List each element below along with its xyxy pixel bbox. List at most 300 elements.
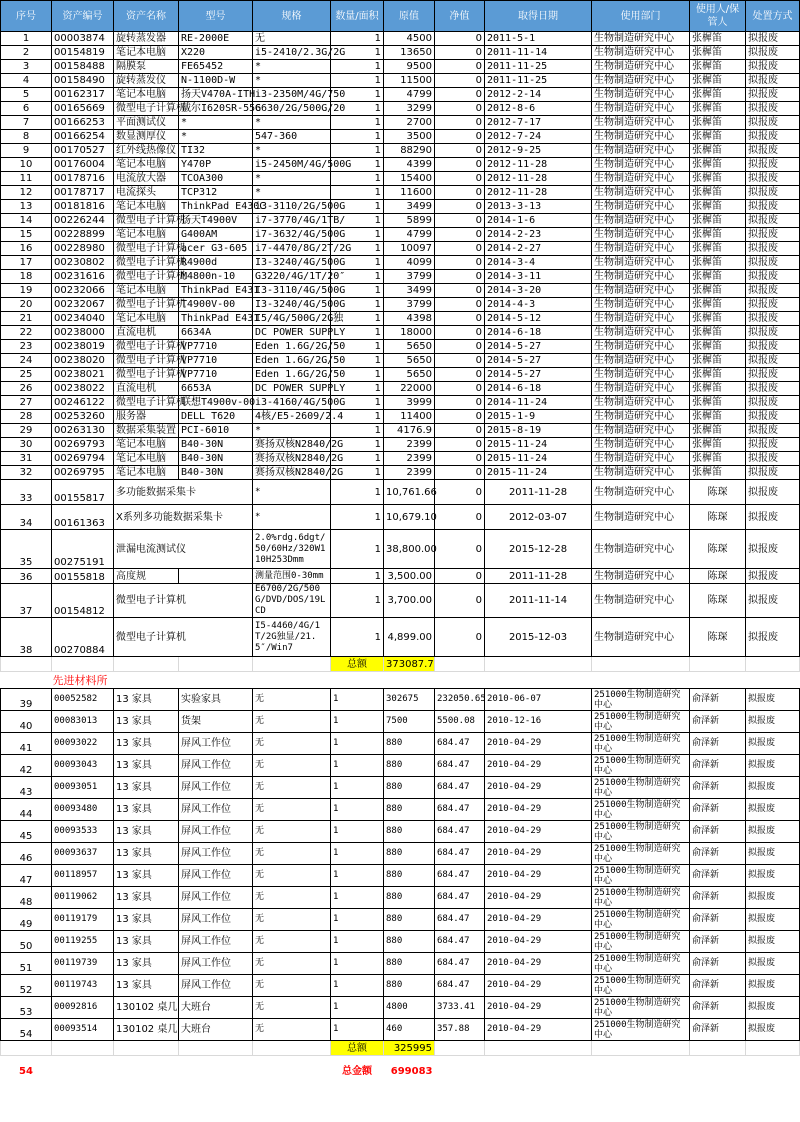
cell-custodian: 张樨笛 — [690, 200, 746, 214]
cell-acquired-date: 2012-11-28 — [485, 186, 592, 200]
cell-asset-id: 00234040 — [52, 312, 114, 326]
empty-cell — [179, 657, 253, 672]
cell-asset-name: X系列多功能数据采集卡 — [114, 505, 253, 530]
cell-original-value: 5650 — [384, 354, 435, 368]
empty-cell — [435, 1041, 485, 1056]
cell-custodian: 张樨笛 — [690, 382, 746, 396]
table-row — [1, 733, 800, 755]
empty-cell — [52, 1064, 114, 1078]
cell-model: TCP312 — [179, 186, 253, 200]
cell-net-value: 684.47 — [435, 733, 485, 755]
cell-net-value: 684.47 — [435, 975, 485, 997]
cell-asset-id: 00093022 — [52, 733, 114, 755]
cell-model: 联想T4900v-00 — [179, 396, 253, 410]
cell-asset-id: 00119255 — [52, 931, 114, 953]
cell-spec: * — [253, 60, 331, 74]
cell-asset-id: 00275191 — [52, 530, 114, 569]
cell-original-value: 880 — [384, 777, 435, 799]
cell-department: 251000生物制造研究中心 — [592, 953, 690, 975]
cell-original-value: 11500 — [384, 74, 435, 88]
empty-cell — [690, 1064, 746, 1078]
table-row — [1, 116, 800, 130]
cell-net-value: 0 — [435, 46, 485, 60]
cell-quantity: 1 — [331, 60, 384, 74]
cell-model: 戴尔I620SR-556 — [179, 102, 253, 116]
cell-model: B40-30N — [179, 452, 253, 466]
cell-model: VP7710 — [179, 354, 253, 368]
cell-model: * — [179, 116, 253, 130]
cell-spec: 547-360 — [253, 130, 331, 144]
cell-custodian: 张樨笛 — [690, 396, 746, 410]
cell-asset-id: 00246122 — [52, 396, 114, 410]
table-row — [1, 102, 800, 116]
cell-seq: 5 — [1, 88, 52, 102]
cell-custodian: 俞泽新 — [690, 733, 746, 755]
empty-cell — [435, 657, 485, 672]
empty-cell — [592, 1041, 690, 1056]
cell-original-value: 880 — [384, 909, 435, 931]
cell-spec: I3-3240/4G/500G — [253, 298, 331, 312]
cell-asset-name: 13 家具 — [114, 799, 179, 821]
cell-net-value: 0 — [435, 368, 485, 382]
cell-disposal: 拟报废 — [746, 74, 800, 88]
cell-asset-name: 13 家具 — [114, 755, 179, 777]
cell-seq: 13 — [1, 200, 52, 214]
cell-disposal: 拟报废 — [746, 997, 800, 1019]
cell-disposal: 拟报废 — [746, 284, 800, 298]
cell-model: FE65452 — [179, 60, 253, 74]
cell-spec: * — [253, 116, 331, 130]
table-row — [1, 172, 800, 186]
cell-net-value: 0 — [435, 60, 485, 74]
table-row — [1, 32, 800, 46]
cell-disposal: 拟报废 — [746, 909, 800, 931]
cell-acquired-date: 2010-04-29 — [485, 799, 592, 821]
cell-asset-id: 00003874 — [52, 32, 114, 46]
cell-asset-name: 微型电子计算机 — [114, 618, 253, 657]
cell-asset-name: 笔记本电脑 — [114, 452, 179, 466]
cell-asset-name: 微型电子计算机 — [114, 584, 253, 618]
cell-net-value: 0 — [435, 172, 485, 186]
cell-disposal: 拟报废 — [746, 618, 800, 657]
cell-seq: 19 — [1, 284, 52, 298]
cell-quantity: 1 — [331, 466, 384, 480]
cell-asset-id: 00093043 — [52, 755, 114, 777]
cell-quantity: 1 — [331, 505, 384, 530]
cell-asset-id: 00166254 — [52, 130, 114, 144]
table-row — [1, 711, 800, 733]
cell-acquired-date: 2010-04-29 — [485, 997, 592, 1019]
cell-seq: 27 — [1, 396, 52, 410]
cell-seq: 50 — [1, 931, 52, 953]
subtotal-label: 总额 — [331, 1041, 384, 1056]
cell-original-value: 880 — [384, 821, 435, 843]
table-row — [1, 312, 800, 326]
cell-quantity: 1 — [331, 200, 384, 214]
cell-original-value: 3499 — [384, 284, 435, 298]
cell-custodian: 陈琛 — [690, 584, 746, 618]
cell-asset-name: 笔记本电脑 — [114, 284, 179, 298]
cell-model: 屏风工作位 — [179, 953, 253, 975]
cell-quantity: 1 — [331, 354, 384, 368]
cell-asset-name: 泄漏电流测试仪 — [114, 530, 253, 569]
cell-original-value: 3999 — [384, 396, 435, 410]
cell-seq: 36 — [1, 569, 52, 584]
cell-spec: 4核/E5-2609/2.4 — [253, 410, 331, 424]
cell-custodian: 张樨笛 — [690, 46, 746, 60]
cell-seq: 51 — [1, 953, 52, 975]
table-row — [1, 60, 800, 74]
cell-department: 251000生物制造研究中心 — [592, 799, 690, 821]
cell-department: 生物制造研究中心 — [592, 410, 690, 424]
table-row — [1, 186, 800, 200]
cell-seq: 45 — [1, 821, 52, 843]
empty-cell — [485, 657, 592, 672]
empty-cell — [179, 1064, 253, 1078]
cell-seq: 47 — [1, 865, 52, 887]
cell-department: 生物制造研究中心 — [592, 228, 690, 242]
cell-asset-id: 00270884 — [52, 618, 114, 657]
cell-acquired-date: 2011-11-25 — [485, 60, 592, 74]
cell-department: 生物制造研究中心 — [592, 270, 690, 284]
cell-acquired-date: 2015-11-24 — [485, 438, 592, 452]
table-row — [1, 689, 800, 711]
cell-asset-id: 00166253 — [52, 116, 114, 130]
cell-disposal: 拟报废 — [746, 312, 800, 326]
cell-disposal: 拟报废 — [746, 186, 800, 200]
cell-custodian: 俞泽新 — [690, 843, 746, 865]
cell-spec: 无 — [253, 865, 331, 887]
cell-asset-name: 笔记本电脑 — [114, 46, 179, 60]
cell-asset-id: 00238022 — [52, 382, 114, 396]
cell-quantity: 1 — [331, 88, 384, 102]
cell-custodian: 张樨笛 — [690, 354, 746, 368]
cell-asset-name: 高度规 — [114, 569, 179, 584]
cell-model: acer G3-605 — [179, 242, 253, 256]
cell-department: 生物制造研究中心 — [592, 298, 690, 312]
cell-seq: 53 — [1, 997, 52, 1019]
cell-disposal: 拟报废 — [746, 466, 800, 480]
cell-asset-name: 微型电子计算机 — [114, 354, 179, 368]
cell-department: 251000生物制造研究中心 — [592, 689, 690, 711]
cell-asset-name: 微型电子计算机 — [114, 368, 179, 382]
cell-asset-id: 00154812 — [52, 584, 114, 618]
cell-model: TCOA300 — [179, 172, 253, 186]
cell-model: 6634A — [179, 326, 253, 340]
cell-quantity: 1 — [331, 242, 384, 256]
cell-department: 生物制造研究中心 — [592, 144, 690, 158]
cell-custodian: 陈琛 — [690, 480, 746, 505]
table-row — [1, 340, 800, 354]
cell-department: 生物制造研究中心 — [592, 242, 690, 256]
cell-acquired-date: 2012-7-17 — [485, 116, 592, 130]
cell-acquired-date: 2012-9-25 — [485, 144, 592, 158]
header-asset-name: 资产名称 — [114, 1, 179, 32]
cell-custodian: 俞泽新 — [690, 953, 746, 975]
header-custodian: 使用人/保管人 — [690, 1, 746, 32]
cell-spec: 无 — [253, 733, 331, 755]
cell-net-value: 0 — [435, 88, 485, 102]
cell-disposal: 拟报废 — [746, 424, 800, 438]
cell-department: 生物制造研究中心 — [592, 130, 690, 144]
cell-disposal: 拟报废 — [746, 382, 800, 396]
table-row — [1, 821, 800, 843]
cell-original-value: 11600 — [384, 186, 435, 200]
cell-spec: 无 — [253, 799, 331, 821]
cell-asset-name: 笔记本电脑 — [114, 228, 179, 242]
cell-department: 生物制造研究中心 — [592, 569, 690, 584]
header-seq: 序号 — [1, 1, 52, 32]
cell-quantity: 1 — [331, 1019, 384, 1041]
cell-asset-id: 00165669 — [52, 102, 114, 116]
cell-disposal: 拟报废 — [746, 733, 800, 755]
cell-asset-name: 直流电机 — [114, 326, 179, 340]
cell-department: 生物制造研究中心 — [592, 530, 690, 569]
cell-acquired-date: 2015-11-24 — [485, 452, 592, 466]
cell-original-value: 2399 — [384, 466, 435, 480]
cell-custodian: 张樨笛 — [690, 102, 746, 116]
cell-seq: 22 — [1, 326, 52, 340]
cell-asset-id: 00093480 — [52, 799, 114, 821]
cell-model: ThinkPad E431 — [179, 284, 253, 298]
cell-acquired-date: 2013-3-13 — [485, 200, 592, 214]
cell-seq: 9 — [1, 144, 52, 158]
cell-net-value: 0 — [435, 270, 485, 284]
cell-seq: 30 — [1, 438, 52, 452]
cell-disposal: 拟报废 — [746, 689, 800, 711]
cell-quantity: 1 — [331, 410, 384, 424]
cell-spec: i3-2350M/4G/750 — [253, 88, 331, 102]
cell-model: 大班台 — [179, 1019, 253, 1041]
cell-asset-name: 微型电子计算机 — [114, 396, 179, 410]
cell-disposal: 拟报废 — [746, 711, 800, 733]
cell-department: 生物制造研究中心 — [592, 480, 690, 505]
cell-custodian: 俞泽新 — [690, 689, 746, 711]
cell-spec: 无 — [253, 777, 331, 799]
cell-spec: I5/4G/500G/2G独 — [253, 312, 331, 326]
cell-custodian: 张樨笛 — [690, 256, 746, 270]
empty-cell — [690, 1041, 746, 1056]
cell-spec: Eden 1.6G/2G/50 — [253, 354, 331, 368]
table-row — [1, 46, 800, 60]
cell-quantity: 1 — [331, 975, 384, 997]
cell-seq: 20 — [1, 298, 52, 312]
cell-asset-id: 00154819 — [52, 46, 114, 60]
cell-net-value: 0 — [435, 438, 485, 452]
cell-custodian: 俞泽新 — [690, 1019, 746, 1041]
cell-quantity: 1 — [331, 214, 384, 228]
table-row — [1, 424, 800, 438]
cell-asset-id: 00232067 — [52, 298, 114, 312]
cell-net-value: 0 — [435, 530, 485, 569]
cell-seq: 10 — [1, 158, 52, 172]
cell-asset-id: 00228980 — [52, 242, 114, 256]
cell-seq: 6 — [1, 102, 52, 116]
cell-seq: 44 — [1, 799, 52, 821]
cell-acquired-date: 2010-04-29 — [485, 931, 592, 953]
cell-model: 屏风工作位 — [179, 887, 253, 909]
empty-cell — [1, 1056, 800, 1065]
cell-disposal: 拟报废 — [746, 975, 800, 997]
cell-model: B40-30N — [179, 438, 253, 452]
cell-model: 屏风工作位 — [179, 975, 253, 997]
cell-asset-name: 13 家具 — [114, 777, 179, 799]
header-disposal: 处置方式 — [746, 1, 800, 32]
cell-disposal: 拟报废 — [746, 843, 800, 865]
cell-asset-id: 00269793 — [52, 438, 114, 452]
table-row — [1, 953, 800, 975]
cell-original-value: 15400 — [384, 172, 435, 186]
cell-quantity: 1 — [331, 382, 384, 396]
subtotal-label: 总额 — [331, 657, 384, 672]
empty-cell — [114, 657, 179, 672]
cell-asset-name: 红外线热像仪 — [114, 144, 179, 158]
cell-original-value: 880 — [384, 953, 435, 975]
cell-net-value: 684.47 — [435, 887, 485, 909]
cell-original-value: 880 — [384, 865, 435, 887]
cell-acquired-date: 2015-11-24 — [485, 466, 592, 480]
cell-original-value: 3,500.00 — [384, 569, 435, 584]
cell-net-value: 0 — [435, 569, 485, 584]
cell-quantity: 1 — [331, 821, 384, 843]
cell-department: 生物制造研究中心 — [592, 368, 690, 382]
cell-acquired-date: 2011-11-14 — [485, 584, 592, 618]
cell-asset-id: 00093051 — [52, 777, 114, 799]
cell-acquired-date: 2010-04-29 — [485, 1019, 592, 1041]
cell-asset-name: 直流电机 — [114, 382, 179, 396]
cell-original-value: 880 — [384, 887, 435, 909]
cell-net-value: 684.47 — [435, 865, 485, 887]
cell-asset-name: 微型电子计算机 — [114, 340, 179, 354]
cell-original-value: 9500 — [384, 60, 435, 74]
cell-acquired-date: 2010-06-07 — [485, 689, 592, 711]
cell-disposal: 拟报废 — [746, 584, 800, 618]
table-row — [1, 158, 800, 172]
cell-quantity: 1 — [331, 144, 384, 158]
cell-quantity: 1 — [331, 130, 384, 144]
cell-model: B40-30N — [179, 466, 253, 480]
cell-seq: 52 — [1, 975, 52, 997]
cell-asset-id: 00228899 — [52, 228, 114, 242]
cell-disposal: 拟报废 — [746, 242, 800, 256]
cell-custodian: 张樨笛 — [690, 130, 746, 144]
table-row — [1, 438, 800, 452]
cell-seq: 4 — [1, 74, 52, 88]
cell-acquired-date: 2010-04-29 — [485, 975, 592, 997]
cell-quantity: 1 — [331, 689, 384, 711]
cell-spec: * — [253, 505, 331, 530]
cell-quantity: 1 — [331, 618, 384, 657]
cell-original-value: 3499 — [384, 200, 435, 214]
cell-asset-id: 00093637 — [52, 843, 114, 865]
cell-model: X220 — [179, 46, 253, 60]
cell-asset-name: 笔记本电脑 — [114, 158, 179, 172]
cell-spec: 无 — [253, 843, 331, 865]
cell-department: 251000生物制造研究中心 — [592, 865, 690, 887]
cell-spec: 无 — [253, 909, 331, 931]
cell-acquired-date: 2011-11-28 — [485, 569, 592, 584]
cell-quantity: 1 — [331, 228, 384, 242]
cell-disposal: 拟报废 — [746, 368, 800, 382]
cell-disposal: 拟报废 — [746, 887, 800, 909]
cell-model: T4900V-00 — [179, 298, 253, 312]
cell-asset-id: 00232066 — [52, 284, 114, 298]
cell-disposal: 拟报废 — [746, 340, 800, 354]
cell-original-value: 10097 — [384, 242, 435, 256]
subtotal-value: 325995 — [384, 1041, 435, 1056]
table-row — [1, 1019, 800, 1041]
cell-custodian: 俞泽新 — [690, 821, 746, 843]
header-quantity: 数量/面积 — [331, 1, 384, 32]
cell-net-value: 0 — [435, 326, 485, 340]
cell-net-value: 0 — [435, 228, 485, 242]
cell-model: DELL T620 — [179, 410, 253, 424]
cell-asset-name: 13 家具 — [114, 711, 179, 733]
table-row — [1, 975, 800, 997]
cell-asset-id: 00092816 — [52, 997, 114, 1019]
cell-spec: 无 — [253, 931, 331, 953]
cell-original-value: 3500 — [384, 130, 435, 144]
cell-spec: i5-2450M/4G/500G — [253, 158, 331, 172]
cell-spec: 无 — [253, 755, 331, 777]
cell-department: 251000生物制造研究中心 — [592, 1019, 690, 1041]
cell-spec: G3220/4G/1T/20″ — [253, 270, 331, 284]
cell-original-value: 11400 — [384, 410, 435, 424]
cell-model: 6653A — [179, 382, 253, 396]
cell-spec: * — [253, 480, 331, 505]
cell-quantity: 1 — [331, 480, 384, 505]
cell-spec: I3-3240/4G/500G — [253, 256, 331, 270]
cell-disposal: 拟报废 — [746, 144, 800, 158]
cell-custodian: 张樨笛 — [690, 284, 746, 298]
cell-model: 屏风工作位 — [179, 821, 253, 843]
cell-department: 生物制造研究中心 — [592, 396, 690, 410]
cell-acquired-date: 2014-3-4 — [485, 256, 592, 270]
cell-spec: 无 — [253, 821, 331, 843]
cell-department: 251000生物制造研究中心 — [592, 997, 690, 1019]
cell-department: 生物制造研究中心 — [592, 340, 690, 354]
cell-acquired-date: 2012-8-6 — [485, 102, 592, 116]
table-row — [1, 843, 800, 865]
cell-model: G400AM — [179, 228, 253, 242]
cell-asset-id: 00083013 — [52, 711, 114, 733]
cell-acquired-date: 2011-11-14 — [485, 46, 592, 60]
cell-department: 生物制造研究中心 — [592, 172, 690, 186]
header-net-value: 净值 — [435, 1, 485, 32]
cell-original-value: 5899 — [384, 214, 435, 228]
cell-model: N-1100D-W — [179, 74, 253, 88]
cell-original-value: 3799 — [384, 298, 435, 312]
cell-net-value: 0 — [435, 284, 485, 298]
cell-seq: 37 — [1, 584, 52, 618]
cell-asset-id: 00158490 — [52, 74, 114, 88]
cell-asset-name: 13 家具 — [114, 689, 179, 711]
cell-model: 扬天V470A-ITH — [179, 88, 253, 102]
cell-asset-name: 微型电子计算机 — [114, 256, 179, 270]
cell-department: 生物制造研究中心 — [592, 452, 690, 466]
cell-original-value: 4800 — [384, 997, 435, 1019]
cell-asset-id: 00119739 — [52, 953, 114, 975]
cell-acquired-date: 2012-2-14 — [485, 88, 592, 102]
cell-department: 生物制造研究中心 — [592, 186, 690, 200]
cell-custodian: 俞泽新 — [690, 799, 746, 821]
cell-quantity: 1 — [331, 777, 384, 799]
cell-asset-name: 130102 桌几 — [114, 997, 179, 1019]
table-row — [1, 865, 800, 887]
cell-acquired-date: 2010-04-29 — [485, 865, 592, 887]
cell-acquired-date: 2010-04-29 — [485, 887, 592, 909]
cell-net-value: 0 — [435, 312, 485, 326]
